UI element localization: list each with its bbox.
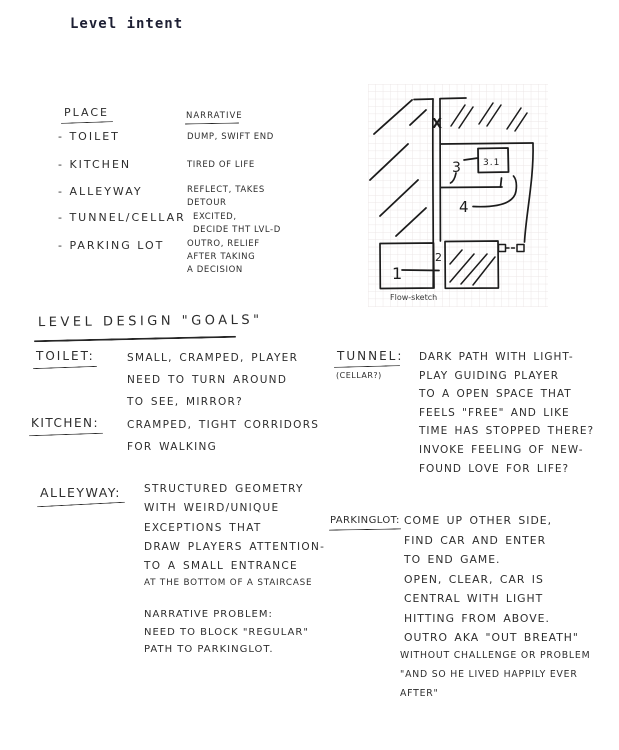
flow-sketch-caption: Flow-sketch: [390, 293, 438, 302]
kitchen-goal-text: CRAMPED, TIGHT CORRIDORS FOR WALKING: [127, 419, 320, 453]
narrative-cell-alleyway: REFLECT, TAKES DETOUR: [187, 185, 265, 208]
hand-underline: [61, 121, 113, 124]
goals-heading: LEVEL DESIGN "GOALS": [37, 312, 263, 331]
tunnel-goal-text: DARK PATH WITH LIGHT- PLAY GUIDING PLAYER TO A OPEN SPACE THAT FEELS "FREE" AND LIKE TIME HAS STOPPED THERE? INVOKE FEELING OF NEW- FOUND LOVE FOR LIFE?: [419, 351, 595, 475]
alleyway-label: ALLEYWAY:: [40, 485, 121, 500]
parkinglot-label: PARKINGLOT:: [330, 515, 400, 526]
tunnel-sublabel: (CELLAR?): [336, 371, 382, 380]
hand-underline: [329, 528, 401, 530]
parkinglot-goal-text: COME UP OTHER SIDE, FIND CAR AND ENTER TO END GAME. OPEN, CLEAR, CAR IS CENTRAL WITH LIGHT HITTING FROM ABOVE. OUTRO AKA "OUT BREATH": [404, 514, 579, 644]
narrative-column-header: NARRATIVE: [186, 111, 243, 121]
tunnel-label: TUNNEL:: [337, 349, 404, 363]
narrative-cell-kitchen: TIRED OF LIFE: [187, 160, 255, 170]
sketch-label-4: 4: [459, 198, 469, 216]
place-cell-tunnel-cellar: - TUNNEL/CELLAR: [58, 211, 186, 224]
narrative-cell-toilet: DUMP, SWIFT END: [187, 132, 274, 142]
sketch-label-3: 3: [452, 160, 461, 176]
sketch-label-1: 1: [392, 264, 403, 283]
toilet-label: TOILET:: [36, 349, 95, 363]
hand-underline: [33, 366, 97, 369]
toilet-goal-text: SMALL, CRAMPED, PLAYER NEED TO TURN AROUND TO SEE, MIRROR?: [127, 352, 299, 408]
alleyway-goal-text: STRUCTURED GEOMETRY WITH WEIRD/UNIQUE EXCEPTIONS THAT DRAW PLAYERS ATTENTION- TO A SMALL ENTRANCE: [144, 483, 326, 573]
hand-underline: [37, 502, 125, 508]
flow-sketch-drawing: [368, 84, 548, 307]
narrative-problem-text: NARRATIVE PROBLEM: NEED TO BLOCK "REGULAR" PATH TO PARKINGLOT.: [144, 609, 309, 655]
hand-underline: [34, 336, 236, 343]
place-cell-kitchen: - KITCHEN: [58, 158, 132, 171]
narrative-cell-tunnel-cellar: EXCITED, DECIDE THT LVL-D: [193, 212, 281, 235]
place-cell-parking-lot: - PARKING LOT: [58, 239, 165, 252]
sketch-label-3-1: 3.1: [483, 158, 501, 168]
place-column-header: PLACE: [64, 106, 109, 119]
page-title: Level intent: [70, 16, 184, 32]
hand-underline: [334, 365, 400, 368]
hand-underline: [29, 433, 103, 437]
place-cell-toilet: - TOILET: [58, 130, 120, 143]
kitchen-label: KITCHEN:: [31, 416, 100, 430]
narrative-cell-parking-lot: OUTRO, RELIEF AFTER TAKING A DECISION: [187, 239, 260, 275]
sketch-label-x: X: [432, 117, 443, 132]
flow-sketch: [368, 84, 548, 311]
alleyway-goal-small-text: AT THE BOTTOM OF A STAIRCASE: [144, 578, 313, 588]
sketch-label-2: 2: [435, 251, 442, 264]
parkinglot-goal-small-text: WITHOUT CHALLENGE OR PROBLEM "AND SO HE LIVED HAPPILY EVER AFTER": [400, 650, 591, 699]
hand-underline: [185, 123, 239, 125]
place-cell-alleyway: - ALLEYWAY: [58, 185, 143, 198]
